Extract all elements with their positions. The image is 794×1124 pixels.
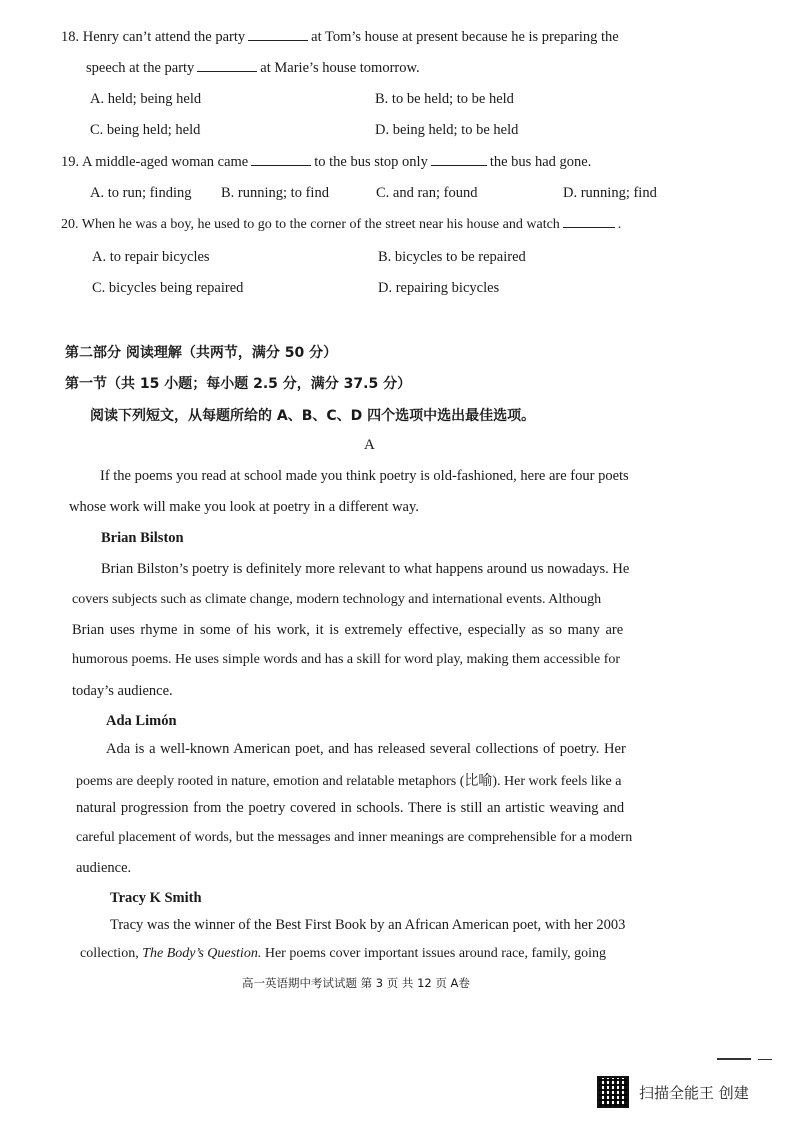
book-title: The Body’s Question.: [142, 946, 262, 961]
option-18d: D. being held; to be held: [375, 122, 519, 138]
part-title: 第二部分 阅读理解（共两节，满分 50 分）: [65, 345, 338, 361]
scan-mark: [717, 1058, 751, 1060]
intro-line-1: If the poems you read at school made you think poetry is old-fashioned, here are four poets: [100, 468, 629, 484]
answer-blank: [248, 39, 308, 41]
answer-blank: [563, 226, 615, 228]
option-20c: C. bicycles being repaired: [92, 280, 244, 296]
option-19b: B. running; to find: [221, 185, 329, 201]
watermark-text: 扫描全能王 创建: [639, 1084, 749, 1102]
ada-line-3: natural progression from the poetry covered in schools. There is still an artistic weaving and: [76, 800, 625, 816]
intro-line-2: whose work will make you look at poetry in a different way.: [69, 499, 419, 515]
poet-name-brian: Brian Bilston: [101, 530, 184, 546]
poet-name-tracy: Tracy K Smith: [110, 890, 202, 906]
answer-blank: [251, 164, 311, 166]
ada-line-2: poems are deeply rooted in nature, emotion and relatable metaphors (比喻). Her work feels like a: [76, 774, 622, 789]
answer-blank: [197, 70, 257, 72]
brian-line-1: Brian Bilston’s poetry is definitely more relevant to what happens around us nowadays. He: [101, 561, 630, 577]
ada-line-1: Ada is a well-known American poet, and has released several collections of poetry. Her: [106, 741, 626, 757]
option-18b: B. to be held; to be held: [375, 91, 514, 107]
question-20-stem: 20. When he was a boy, he used to go to the corner of the street near his house and watch .: [61, 217, 622, 232]
brian-line-2: covers subjects such as climate change, modern technology and international events. Although: [72, 592, 602, 607]
option-20d: D. repairing bicycles: [378, 280, 500, 296]
option-20a: A. to repair bicycles: [92, 249, 210, 265]
scan-mark: [758, 1059, 772, 1060]
ada-line-4: careful placement of words, but the messages and inner meanings are comprehensible for a modern: [76, 830, 633, 845]
question-18-line-2: speech at the party at Marie’s house tomorrow.: [86, 60, 420, 76]
answer-blank: [431, 164, 487, 166]
section-title: 第一节（共 15 小题；每小题 2.5 分，满分 37.5 分）: [65, 376, 412, 392]
option-18a: A. held; being held: [90, 91, 202, 107]
option-19d: D. running; find: [563, 185, 657, 201]
brian-line-3: Brian uses rhyme in some of his work, it is extremely effective, especially as so many are: [72, 622, 624, 638]
passage-label: A: [364, 437, 375, 453]
question-19-stem: 19. A middle-aged woman came to the bus stop only the bus had gone.: [61, 154, 592, 170]
question-18-line-1: 18. Henry can’t attend the party at Tom’s house at present because he is preparing the: [61, 29, 619, 45]
page-footer: 高一英语期中考试试题 第 3 页 共 12 页 A卷: [242, 976, 470, 990]
brian-line-5: today’s audience.: [72, 683, 173, 699]
poet-name-ada: Ada Limón: [106, 713, 177, 729]
tracy-line-1: Tracy was the winner of the Best First Book by an African American poet, with her 2003: [110, 917, 626, 933]
option-20b: B. bicycles to be repaired: [378, 249, 526, 265]
option-18c: C. being held; held: [90, 122, 201, 138]
ada-line-5: audience.: [76, 860, 132, 876]
instruction: 阅读下列短文，从每题所给的 A、B、C、D 四个选项中选出最佳选项。: [90, 408, 536, 424]
option-19a: A. to run; finding: [90, 185, 192, 201]
tracy-line-2: collection, The Body’s Question. Her poems cover important issues around race, family, going: [80, 946, 607, 961]
brian-line-4: humorous poems. He uses simple words and has a skill for word play, making them accessible for: [72, 652, 621, 667]
qr-code-icon: [597, 1076, 629, 1108]
option-19c: C. and ran; found: [376, 185, 478, 201]
